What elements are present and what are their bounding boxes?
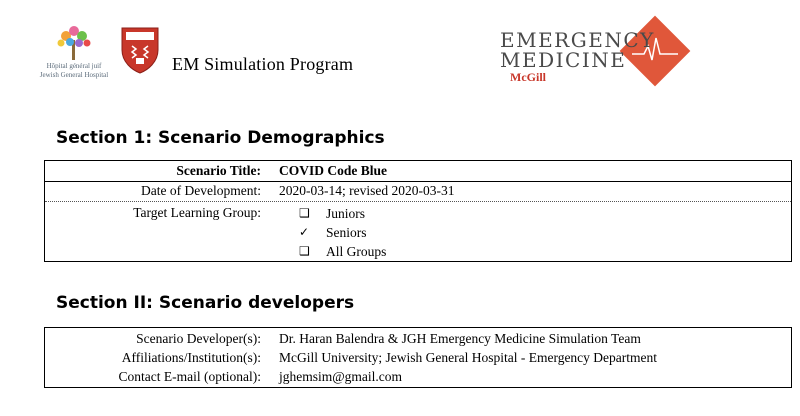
scenario-title-label: Scenario Title: bbox=[176, 163, 261, 178]
jgh-logo bbox=[28, 22, 120, 82]
date-row bbox=[45, 183, 791, 202]
row-divider bbox=[45, 181, 791, 182]
checkbox-empty-icon[interactable]: ❑ bbox=[299, 244, 310, 258]
checkmark-icon[interactable]: ✓ bbox=[299, 225, 310, 239]
em-mcgill-logo bbox=[496, 26, 696, 88]
option-label: Seniors bbox=[326, 225, 367, 240]
target-group-label: Target Learning Group: bbox=[133, 205, 261, 220]
date-value: 2020-03-14; revised 2020-03-31 bbox=[279, 183, 455, 198]
em-logo-line2: MEDICINE bbox=[500, 48, 627, 72]
demographics-table bbox=[44, 160, 792, 262]
affiliation-row bbox=[45, 350, 791, 369]
contact-row bbox=[45, 369, 791, 388]
section1-heading: Section 1: Scenario Demographics bbox=[56, 128, 385, 148]
contact-email[interactable]: jghemsim@gmail.com bbox=[279, 369, 403, 384]
row-divider-dotted bbox=[45, 201, 791, 202]
affiliation-label: Affiliations/Institution(s): bbox=[121, 350, 261, 365]
mcgill-shield-icon bbox=[120, 26, 160, 74]
scenario-title-row bbox=[45, 163, 791, 182]
developer-label: Scenario Developer(s): bbox=[136, 331, 261, 346]
jgh-name-en: Jewish General Hospital bbox=[39, 71, 109, 79]
developer-row bbox=[45, 331, 791, 350]
option-label: Juniors bbox=[326, 206, 366, 221]
developer-value: Dr. Haran Balendra & JGH Emergency Medicine Simulation Team bbox=[279, 331, 641, 346]
document-header bbox=[0, 0, 800, 110]
jgh-name-fr: Hôpital général juif bbox=[46, 62, 102, 70]
checkbox-empty-icon[interactable]: ❑ bbox=[299, 206, 310, 220]
scenario-title-value: COVID Code Blue bbox=[279, 163, 388, 178]
date-label: Date of Development: bbox=[141, 183, 261, 198]
developers-table bbox=[44, 327, 792, 388]
program-title: EM Simulation Program bbox=[172, 54, 354, 74]
jgh-tree-icon bbox=[28, 22, 120, 62]
affiliation-value: McGill University; Jewish General Hospital - Emergency Department bbox=[279, 350, 658, 365]
em-logo-mcgill: McGill bbox=[510, 70, 546, 84]
target-group-row bbox=[45, 205, 791, 224]
em-logo-line1: EMERGENCY bbox=[500, 28, 655, 52]
contact-label: Contact E-mail (optional): bbox=[118, 369, 261, 384]
section2-heading: Section II: Scenario developers bbox=[56, 293, 355, 313]
option-label: All Groups bbox=[326, 244, 387, 259]
